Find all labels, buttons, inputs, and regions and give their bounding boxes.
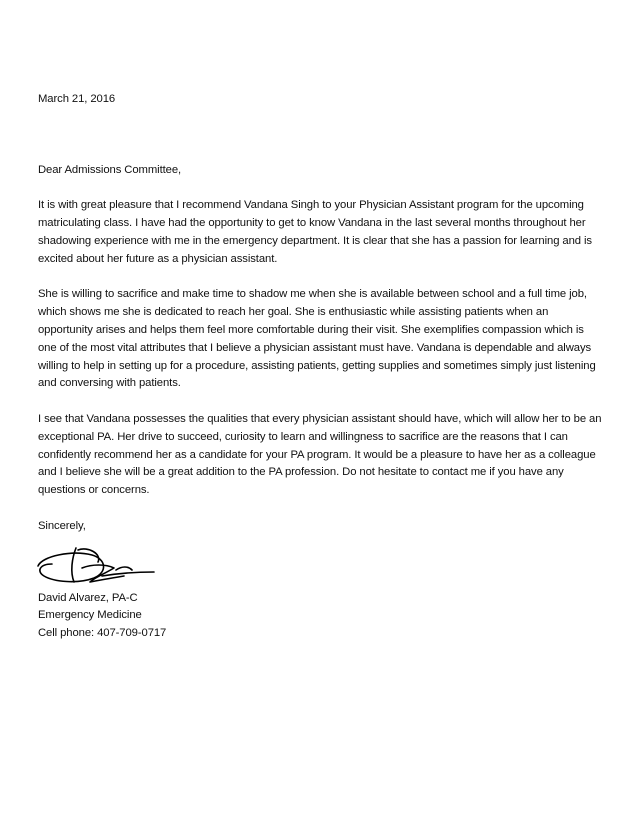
handwritten-signature (32, 538, 162, 588)
signer-name: David Alvarez, PA-C (38, 591, 138, 604)
letter-date: March 21, 2016 (38, 93, 116, 105)
signer-department: Emergency Medicine (38, 609, 142, 622)
salutation: Dear Admissions Committee, (38, 163, 182, 176)
paragraph-1: It is with great pleasure that I recommend Vandana Singh to your Physician Assistant program for the upcoming matriculating class. I have had the opportunity to get to know Vandana in the last several months throughout her shadowing experience with me in the emergency department. It is clear that she has a passion for learning and is excited about her future as a physician assistant. (38, 199, 592, 265)
signature-block (38, 590, 604, 643)
letter-body (38, 91, 604, 643)
paragraph-3: I see that Vandana possesses the qualities that every physician assistant should have, which will allow her to be an exceptional PA. Her drive to succeed, curiosity to learn and willingness to sacrifice are the reasons that I can confidently recommend her as a candidate for your PA program. It would be a pleasure to have her as a colleague and I believe she will be a great addition to the PA profession. Do not hesitate to contact me if you have any questions or concerns. (38, 412, 602, 497)
paragraph-2: She is willing to sacrifice and make time to shadow me when she is available between school and a full time job, which shows me she is dedicated to reach her goal. She is enthusiastic while assisting patients when an opportunity arises and helps them feel more comfortable during their visit. She exemplifies compassion which is one of the most vital attributes that I believe a physician assistant must have. Vandana is dependable and always willing to help in setting up for a procedure, assisting patients, getting supplies and sometimes simply just listening and conversing with patients. (38, 288, 596, 390)
signer-phone: Cell phone: 407-709-0717 (38, 627, 167, 640)
closing: Sincerely, (38, 519, 86, 532)
